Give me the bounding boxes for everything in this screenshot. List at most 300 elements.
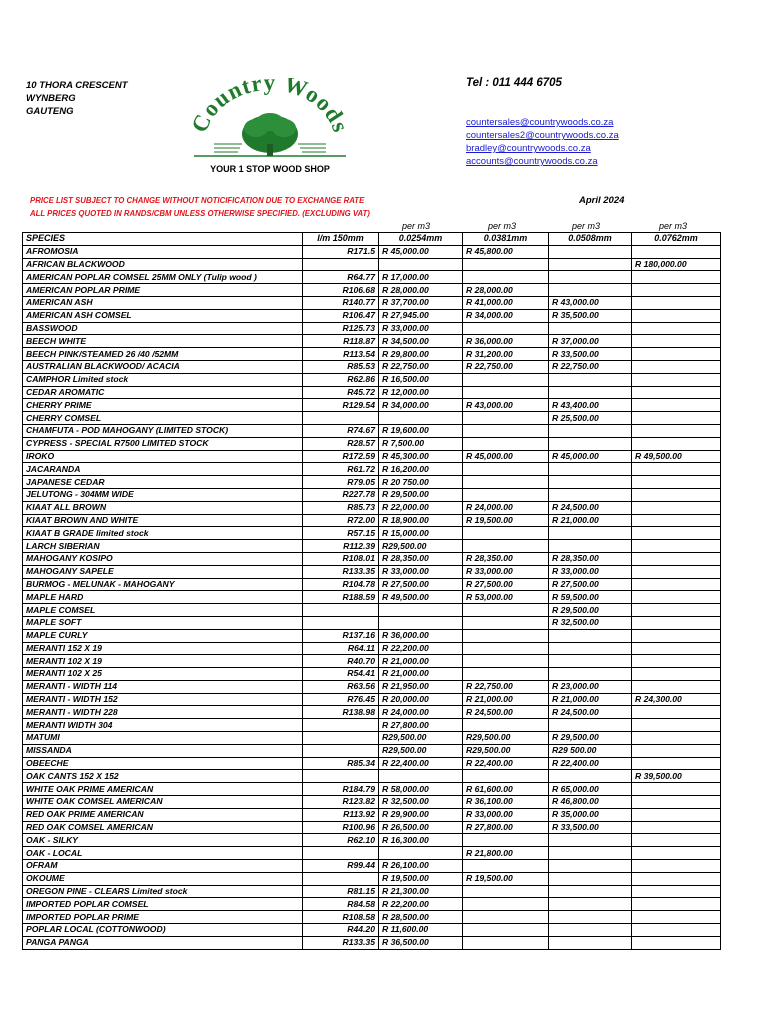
price-0381-cell: R 28,000.00 xyxy=(463,284,549,297)
price-per-lm-cell: R64.77 xyxy=(303,271,379,284)
price-0762-cell xyxy=(632,348,721,361)
table-row xyxy=(23,578,721,591)
table-row xyxy=(23,258,721,271)
price-0508-cell: R 43,000.00 xyxy=(549,296,632,309)
price-0762-cell xyxy=(632,540,721,553)
price-0254-cell: R 26,500.00 xyxy=(379,821,463,834)
price-0381-cell: R 33,000.00 xyxy=(463,808,549,821)
column-header: 0.0762mm xyxy=(632,233,721,246)
price-0381-cell: R 43,000.00 xyxy=(463,399,549,412)
price-0381-cell: R 34,000.00 xyxy=(463,309,549,322)
species-cell: MERANTI 102 X 19 xyxy=(23,655,303,668)
price-0762-cell xyxy=(632,373,721,386)
price-0508-cell xyxy=(549,488,632,501)
price-per-lm-cell: R172.59 xyxy=(303,450,379,463)
column-header: 0.0254mm xyxy=(379,233,463,246)
telephone: Tel : 011 444 6705 xyxy=(466,77,562,89)
price-0762-cell xyxy=(632,335,721,348)
price-0254-cell: R 45,300.00 xyxy=(379,450,463,463)
species-cell: BASSWOOD xyxy=(23,322,303,335)
price-0254-cell: R 19,600.00 xyxy=(379,424,463,437)
price-0381-cell: R 33,000.00 xyxy=(463,565,549,578)
price-0508-cell xyxy=(549,476,632,489)
price-0254-cell: R 16,500.00 xyxy=(379,373,463,386)
price-0381-cell xyxy=(463,527,549,540)
price-0762-cell xyxy=(632,911,721,924)
species-cell: JAPANESE CEDAR xyxy=(23,476,303,489)
species-cell: MATUMI xyxy=(23,732,303,745)
species-cell: IMPORTED POPLAR COMSEL xyxy=(23,898,303,911)
price-0254-cell: R 21,950.00 xyxy=(379,680,463,693)
species-cell: CHERRY PRIME xyxy=(23,399,303,412)
per-m3-label: per m3 xyxy=(402,221,431,231)
price-0508-cell: R 33,500.00 xyxy=(549,348,632,361)
price-0254-cell xyxy=(379,770,463,783)
price-0508-cell xyxy=(549,386,632,399)
table-row xyxy=(23,386,721,399)
price-0381-cell xyxy=(463,476,549,489)
price-0381-cell xyxy=(463,936,549,949)
price-0762-cell xyxy=(632,514,721,527)
price-per-lm-cell: R72.00 xyxy=(303,514,379,527)
price-per-lm-cell: R138.98 xyxy=(303,706,379,719)
price-per-lm-cell xyxy=(303,258,379,271)
table-row xyxy=(23,437,721,450)
price-0254-cell: R 29,900.00 xyxy=(379,808,463,821)
price-per-lm-cell: R133.35 xyxy=(303,936,379,949)
price-0762-cell xyxy=(632,629,721,642)
price-0508-cell xyxy=(549,911,632,924)
species-cell: PANGA PANGA xyxy=(23,936,303,949)
price-0254-cell: R 12,000.00 xyxy=(379,386,463,399)
table-row xyxy=(23,488,721,501)
price-0508-cell xyxy=(549,719,632,732)
email-link[interactable]: countersales@countrywoods.co.za xyxy=(466,117,614,128)
species-cell: KIAAT ALL BROWN xyxy=(23,501,303,514)
table-row xyxy=(23,514,721,527)
price-0254-cell xyxy=(379,258,463,271)
species-cell: BURMOG - MELUNAK - MAHOGANY xyxy=(23,578,303,591)
price-0508-cell: R 35,000.00 xyxy=(549,808,632,821)
table-row xyxy=(23,309,721,322)
species-cell: AFROMOSIA xyxy=(23,245,303,258)
price-0254-cell: R 58,000.00 xyxy=(379,783,463,796)
price-0254-cell: R 36,500.00 xyxy=(379,936,463,949)
price-0762-cell: R 24,300.00 xyxy=(632,693,721,706)
price-0508-cell: R 32,500.00 xyxy=(549,616,632,629)
price-0381-cell: R 45,800.00 xyxy=(463,245,549,258)
table-row xyxy=(23,604,721,617)
table-row xyxy=(23,424,721,437)
price-0254-cell: R 22,000.00 xyxy=(379,501,463,514)
species-cell: MERANTI 152 X 19 xyxy=(23,642,303,655)
species-cell: MERANTI - WIDTH 152 xyxy=(23,693,303,706)
price-0254-cell: R 21,000.00 xyxy=(379,655,463,668)
price-0762-cell xyxy=(632,488,721,501)
price-per-lm-cell: R118.87 xyxy=(303,335,379,348)
price-0508-cell xyxy=(549,629,632,642)
price-0762-cell xyxy=(632,936,721,949)
species-cell: CYPRESS - SPECIAL R7500 LIMITED STOCK xyxy=(23,437,303,450)
price-per-lm-cell xyxy=(303,616,379,629)
price-0762-cell xyxy=(632,527,721,540)
price-0254-cell: R 33,000.00 xyxy=(379,565,463,578)
price-0508-cell xyxy=(549,924,632,937)
price-per-lm-cell: R106.68 xyxy=(303,284,379,297)
price-per-lm-cell: R62.10 xyxy=(303,834,379,847)
price-0762-cell xyxy=(632,924,721,937)
price-0508-cell xyxy=(549,373,632,386)
price-0508-cell: R 65,000.00 xyxy=(549,783,632,796)
table-row xyxy=(23,668,721,681)
price-per-lm-cell: R184.79 xyxy=(303,783,379,796)
table-row xyxy=(23,463,721,476)
price-0254-cell: R 34,000.00 xyxy=(379,399,463,412)
species-cell: AMERICAN ASH xyxy=(23,296,303,309)
price-per-lm-cell: R108.58 xyxy=(303,911,379,924)
table-row xyxy=(23,540,721,553)
species-cell: CAMPHOR Limited stock xyxy=(23,373,303,386)
price-0508-cell xyxy=(549,668,632,681)
price-per-lm-cell: R112.39 xyxy=(303,540,379,553)
price-0381-cell xyxy=(463,898,549,911)
price-0762-cell: R 39,500.00 xyxy=(632,770,721,783)
table-row xyxy=(23,796,721,809)
price-0381-cell xyxy=(463,924,549,937)
price-0254-cell: R 24,000.00 xyxy=(379,706,463,719)
table-row xyxy=(23,373,721,386)
price-0254-cell: R 29,500.00 xyxy=(379,488,463,501)
price-0508-cell: R 22,400.00 xyxy=(549,757,632,770)
price-0508-cell xyxy=(549,770,632,783)
price-0381-cell: R 22,750.00 xyxy=(463,680,549,693)
price-0254-cell: R 22,200.00 xyxy=(379,898,463,911)
table-row xyxy=(23,642,721,655)
price-0762-cell xyxy=(632,808,721,821)
email-link[interactable]: accounts@countrywoods.co.za xyxy=(466,156,598,167)
price-0508-cell xyxy=(549,885,632,898)
price-0762-cell xyxy=(632,271,721,284)
price-0254-cell xyxy=(379,847,463,860)
table-row xyxy=(23,476,721,489)
price-0254-cell: R 37,700.00 xyxy=(379,296,463,309)
table-row xyxy=(23,872,721,885)
price-0381-cell xyxy=(463,616,549,629)
price-0762-cell xyxy=(632,821,721,834)
price-0254-cell: R 20 750.00 xyxy=(379,476,463,489)
species-cell: OAK - LOCAL xyxy=(23,847,303,860)
table-row xyxy=(23,399,721,412)
price-0762-cell xyxy=(632,424,721,437)
column-header: 0.0381mm xyxy=(463,233,549,246)
price-per-lm-cell xyxy=(303,412,379,425)
table-header-row xyxy=(23,233,721,246)
price-0381-cell xyxy=(463,373,549,386)
species-cell: MAHOGANY KOSIPO xyxy=(23,552,303,565)
species-cell: RED OAK COMSEL AMERICAN xyxy=(23,821,303,834)
price-0508-cell xyxy=(549,284,632,297)
price-0254-cell: R 22,200.00 xyxy=(379,642,463,655)
price-0762-cell xyxy=(632,296,721,309)
price-per-lm-cell: R140.77 xyxy=(303,296,379,309)
species-cell: OFRAM xyxy=(23,860,303,873)
price-0508-cell: R 37,000.00 xyxy=(549,335,632,348)
price-0508-cell xyxy=(549,463,632,476)
price-0381-cell xyxy=(463,642,549,655)
species-cell: JACARANDA xyxy=(23,463,303,476)
price-0254-cell xyxy=(379,616,463,629)
price-0381-cell xyxy=(463,655,549,668)
price-0508-cell: R 23,000.00 xyxy=(549,680,632,693)
price-0508-cell xyxy=(549,860,632,873)
price-0254-cell: R 45,000.00 xyxy=(379,245,463,258)
price-0381-cell: R 36,000.00 xyxy=(463,335,549,348)
logo-tagline: YOUR 1 STOP WOOD SHOP xyxy=(210,164,330,174)
price-0381-cell: R 41,000.00 xyxy=(463,296,549,309)
email-link[interactable]: countersales2@countrywoods.co.za xyxy=(466,130,619,141)
table-row xyxy=(23,335,721,348)
price-0508-cell xyxy=(549,437,632,450)
table-row xyxy=(23,655,721,668)
price-0762-cell: R 180,000.00 xyxy=(632,258,721,271)
species-cell: MAPLE CURLY xyxy=(23,629,303,642)
price-per-lm-cell xyxy=(303,732,379,745)
price-per-lm-cell: R54.41 xyxy=(303,668,379,681)
price-0762-cell xyxy=(632,591,721,604)
price-0508-cell xyxy=(549,258,632,271)
email-link[interactable]: bradley@countrywoods.co.za xyxy=(466,143,591,154)
species-cell: WHITE OAK COMSEL AMERICAN xyxy=(23,796,303,809)
price-0254-cell: R 28,350.00 xyxy=(379,552,463,565)
price-0254-cell: R 16,200.00 xyxy=(379,463,463,476)
price-0762-cell xyxy=(632,642,721,655)
price-0254-cell: R 15,000.00 xyxy=(379,527,463,540)
species-cell: IROKO xyxy=(23,450,303,463)
price-0508-cell: R 21,000.00 xyxy=(549,693,632,706)
table-row xyxy=(23,783,721,796)
price-0254-cell: R 22,750.00 xyxy=(379,360,463,373)
address-line: 10 THORA CRESCENT xyxy=(26,80,128,91)
price-0762-cell xyxy=(632,360,721,373)
price-0762-cell xyxy=(632,245,721,258)
price-0381-cell xyxy=(463,386,549,399)
species-cell: MAPLE SOFT xyxy=(23,616,303,629)
address-line: GAUTENG xyxy=(26,106,74,117)
price-0762-cell xyxy=(632,386,721,399)
price-0762-cell xyxy=(632,655,721,668)
table-row xyxy=(23,501,721,514)
price-0762-cell xyxy=(632,412,721,425)
price-0508-cell: R 22,750.00 xyxy=(549,360,632,373)
price-0254-cell: R 27,500.00 xyxy=(379,578,463,591)
species-cell: LARCH SIBERIAN xyxy=(23,540,303,553)
species-cell: AMERICAN ASH COMSEL xyxy=(23,309,303,322)
price-per-lm-cell: R85.34 xyxy=(303,757,379,770)
species-cell: POPLAR LOCAL (COTTONWOOD) xyxy=(23,924,303,937)
species-cell: OAK CANTS 152 X 152 xyxy=(23,770,303,783)
price-0508-cell: R 35,500.00 xyxy=(549,309,632,322)
price-0381-cell: R 53,000.00 xyxy=(463,591,549,604)
price-0508-cell: R 24,500.00 xyxy=(549,706,632,719)
price-0381-cell: R 19,500.00 xyxy=(463,514,549,527)
price-0508-cell: R 21,000.00 xyxy=(549,514,632,527)
price-0254-cell: R 49,500.00 xyxy=(379,591,463,604)
price-0254-cell: R 21,300.00 xyxy=(379,885,463,898)
price-0254-cell: R29,500.00 xyxy=(379,744,463,757)
price-0254-cell: R29,500.00 xyxy=(379,732,463,745)
price-0254-cell: R 20,000.00 xyxy=(379,693,463,706)
price-0508-cell: R 29,500.00 xyxy=(549,732,632,745)
per-m3-label: per m3 xyxy=(572,221,601,231)
price-0381-cell xyxy=(463,719,549,732)
price-0254-cell xyxy=(379,604,463,617)
species-cell: OKOUME xyxy=(23,872,303,885)
price-0762-cell xyxy=(632,860,721,873)
price-0762-cell xyxy=(632,847,721,860)
price-per-lm-cell: R99.44 xyxy=(303,860,379,873)
price-note: ALL PRICES QUOTED IN RANDS/CBM UNLESS OTHERWISE SPECIFIED. (EXCLUDING VAT) xyxy=(30,209,370,218)
price-0254-cell: R 19,500.00 xyxy=(379,872,463,885)
price-0508-cell xyxy=(549,936,632,949)
price-0381-cell: R29,500.00 xyxy=(463,732,549,745)
price-0762-cell xyxy=(632,616,721,629)
price-0381-cell xyxy=(463,322,549,335)
species-cell: MERANTI WIDTH 304 xyxy=(23,719,303,732)
price-0381-cell xyxy=(463,424,549,437)
table-row xyxy=(23,680,721,693)
price-0381-cell: R 61,600.00 xyxy=(463,783,549,796)
price-note: PRICE LIST SUBJECT TO CHANGE WITHOUT NOTICIFICATION DUE TO EXCHANGE RATE xyxy=(30,196,365,205)
price-0381-cell: R29,500.00 xyxy=(463,744,549,757)
price-0254-cell: R 28,500.00 xyxy=(379,911,463,924)
species-cell: MISSANDA xyxy=(23,744,303,757)
price-per-lm-cell: R106.47 xyxy=(303,309,379,322)
price-0254-cell: R 22,400.00 xyxy=(379,757,463,770)
price-0381-cell xyxy=(463,604,549,617)
price-0254-cell: R 29,800.00 xyxy=(379,348,463,361)
price-0254-cell: R 17,000.00 xyxy=(379,271,463,284)
price-0508-cell: R 45,000.00 xyxy=(549,450,632,463)
species-cell: BEECH WHITE xyxy=(23,335,303,348)
price-0381-cell xyxy=(463,885,549,898)
price-0508-cell: R 24,500.00 xyxy=(549,501,632,514)
price-per-lm-cell xyxy=(303,872,379,885)
price-per-lm-cell: R81.15 xyxy=(303,885,379,898)
price-0381-cell: R 27,500.00 xyxy=(463,578,549,591)
price-0508-cell: R29 500.00 xyxy=(549,744,632,757)
price-0254-cell: R 36,000.00 xyxy=(379,629,463,642)
price-0381-cell xyxy=(463,258,549,271)
species-cell: AMERICAN POPLAR PRIME xyxy=(23,284,303,297)
species-cell: MERANTI - WIDTH 228 xyxy=(23,706,303,719)
price-0254-cell: R 34,500.00 xyxy=(379,335,463,348)
price-0254-cell: R 32,500.00 xyxy=(379,796,463,809)
species-cell: AMERICAN POPLAR COMSEL 25MM ONLY (Tulip wood ) xyxy=(23,271,303,284)
price-0381-cell: R 21,800.00 xyxy=(463,847,549,860)
table-row xyxy=(23,552,721,565)
table-row xyxy=(23,757,721,770)
price-0762-cell xyxy=(632,578,721,591)
table-row xyxy=(23,284,721,297)
price-0381-cell xyxy=(463,629,549,642)
table-row xyxy=(23,360,721,373)
price-0762-cell xyxy=(632,796,721,809)
price-per-lm-cell: R76.45 xyxy=(303,693,379,706)
price-per-lm-cell xyxy=(303,847,379,860)
species-cell: MERANTI - WIDTH 114 xyxy=(23,680,303,693)
per-m3-label: per m3 xyxy=(488,221,517,231)
price-0508-cell xyxy=(549,540,632,553)
species-cell: CHERRY COMSEL xyxy=(23,412,303,425)
price-per-lm-cell: R188.59 xyxy=(303,591,379,604)
price-0762-cell xyxy=(632,309,721,322)
price-0762-cell xyxy=(632,399,721,412)
per-m3-label: per m3 xyxy=(659,221,688,231)
price-0762-cell xyxy=(632,834,721,847)
price-0508-cell: R 43,400.00 xyxy=(549,399,632,412)
species-cell: OBEECHE xyxy=(23,757,303,770)
table-row xyxy=(23,706,721,719)
price-0381-cell xyxy=(463,834,549,847)
price-per-lm-cell: R85.73 xyxy=(303,501,379,514)
price-0254-cell: R 21,000.00 xyxy=(379,668,463,681)
table-row xyxy=(23,719,721,732)
price-per-lm-cell: R62.86 xyxy=(303,373,379,386)
logo-wordmark: ountry Wood xyxy=(197,78,349,128)
table-row xyxy=(23,885,721,898)
price-0381-cell: R 22,750.00 xyxy=(463,360,549,373)
species-cell: MERANTI 102 X 25 xyxy=(23,668,303,681)
price-0508-cell: R 25,500.00 xyxy=(549,412,632,425)
column-header: l/m 150mm xyxy=(303,233,379,246)
price-0381-cell xyxy=(463,860,549,873)
price-0381-cell: R 19,500.00 xyxy=(463,872,549,885)
price-per-lm-cell: R125.73 xyxy=(303,322,379,335)
table-row xyxy=(23,245,721,258)
price-0254-cell: R 27,800.00 xyxy=(379,719,463,732)
price-0762-cell xyxy=(632,757,721,770)
price-notes xyxy=(30,194,370,220)
price-per-lm-cell: R85.53 xyxy=(303,360,379,373)
price-0508-cell: R 28,350.00 xyxy=(549,552,632,565)
company-address xyxy=(26,79,128,118)
price-0762-cell xyxy=(632,501,721,514)
table-row xyxy=(23,527,721,540)
price-0381-cell: R 21,000.00 xyxy=(463,693,549,706)
price-0762-cell xyxy=(632,732,721,745)
country-woods-logo xyxy=(190,78,350,178)
price-0254-cell: R 27,945.00 xyxy=(379,309,463,322)
table-row xyxy=(23,911,721,924)
price-0508-cell xyxy=(549,527,632,540)
price-0508-cell: R 27,500.00 xyxy=(549,578,632,591)
species-cell: OREGON PINE - CLEARS Limited stock xyxy=(23,885,303,898)
species-cell: CEDAR AROMATIC xyxy=(23,386,303,399)
table-row xyxy=(23,693,721,706)
price-per-lm-cell: R104.78 xyxy=(303,578,379,591)
price-0508-cell xyxy=(549,271,632,284)
price-0508-cell xyxy=(549,642,632,655)
table-row xyxy=(23,616,721,629)
table-row xyxy=(23,834,721,847)
price-0508-cell xyxy=(549,655,632,668)
price-per-lm-cell: R129.54 xyxy=(303,399,379,412)
price-0762-cell xyxy=(632,885,721,898)
price-0762-cell xyxy=(632,437,721,450)
price-0762-cell xyxy=(632,872,721,885)
price-per-lm-cell: R137.16 xyxy=(303,629,379,642)
price-per-lm-cell: R133.35 xyxy=(303,565,379,578)
